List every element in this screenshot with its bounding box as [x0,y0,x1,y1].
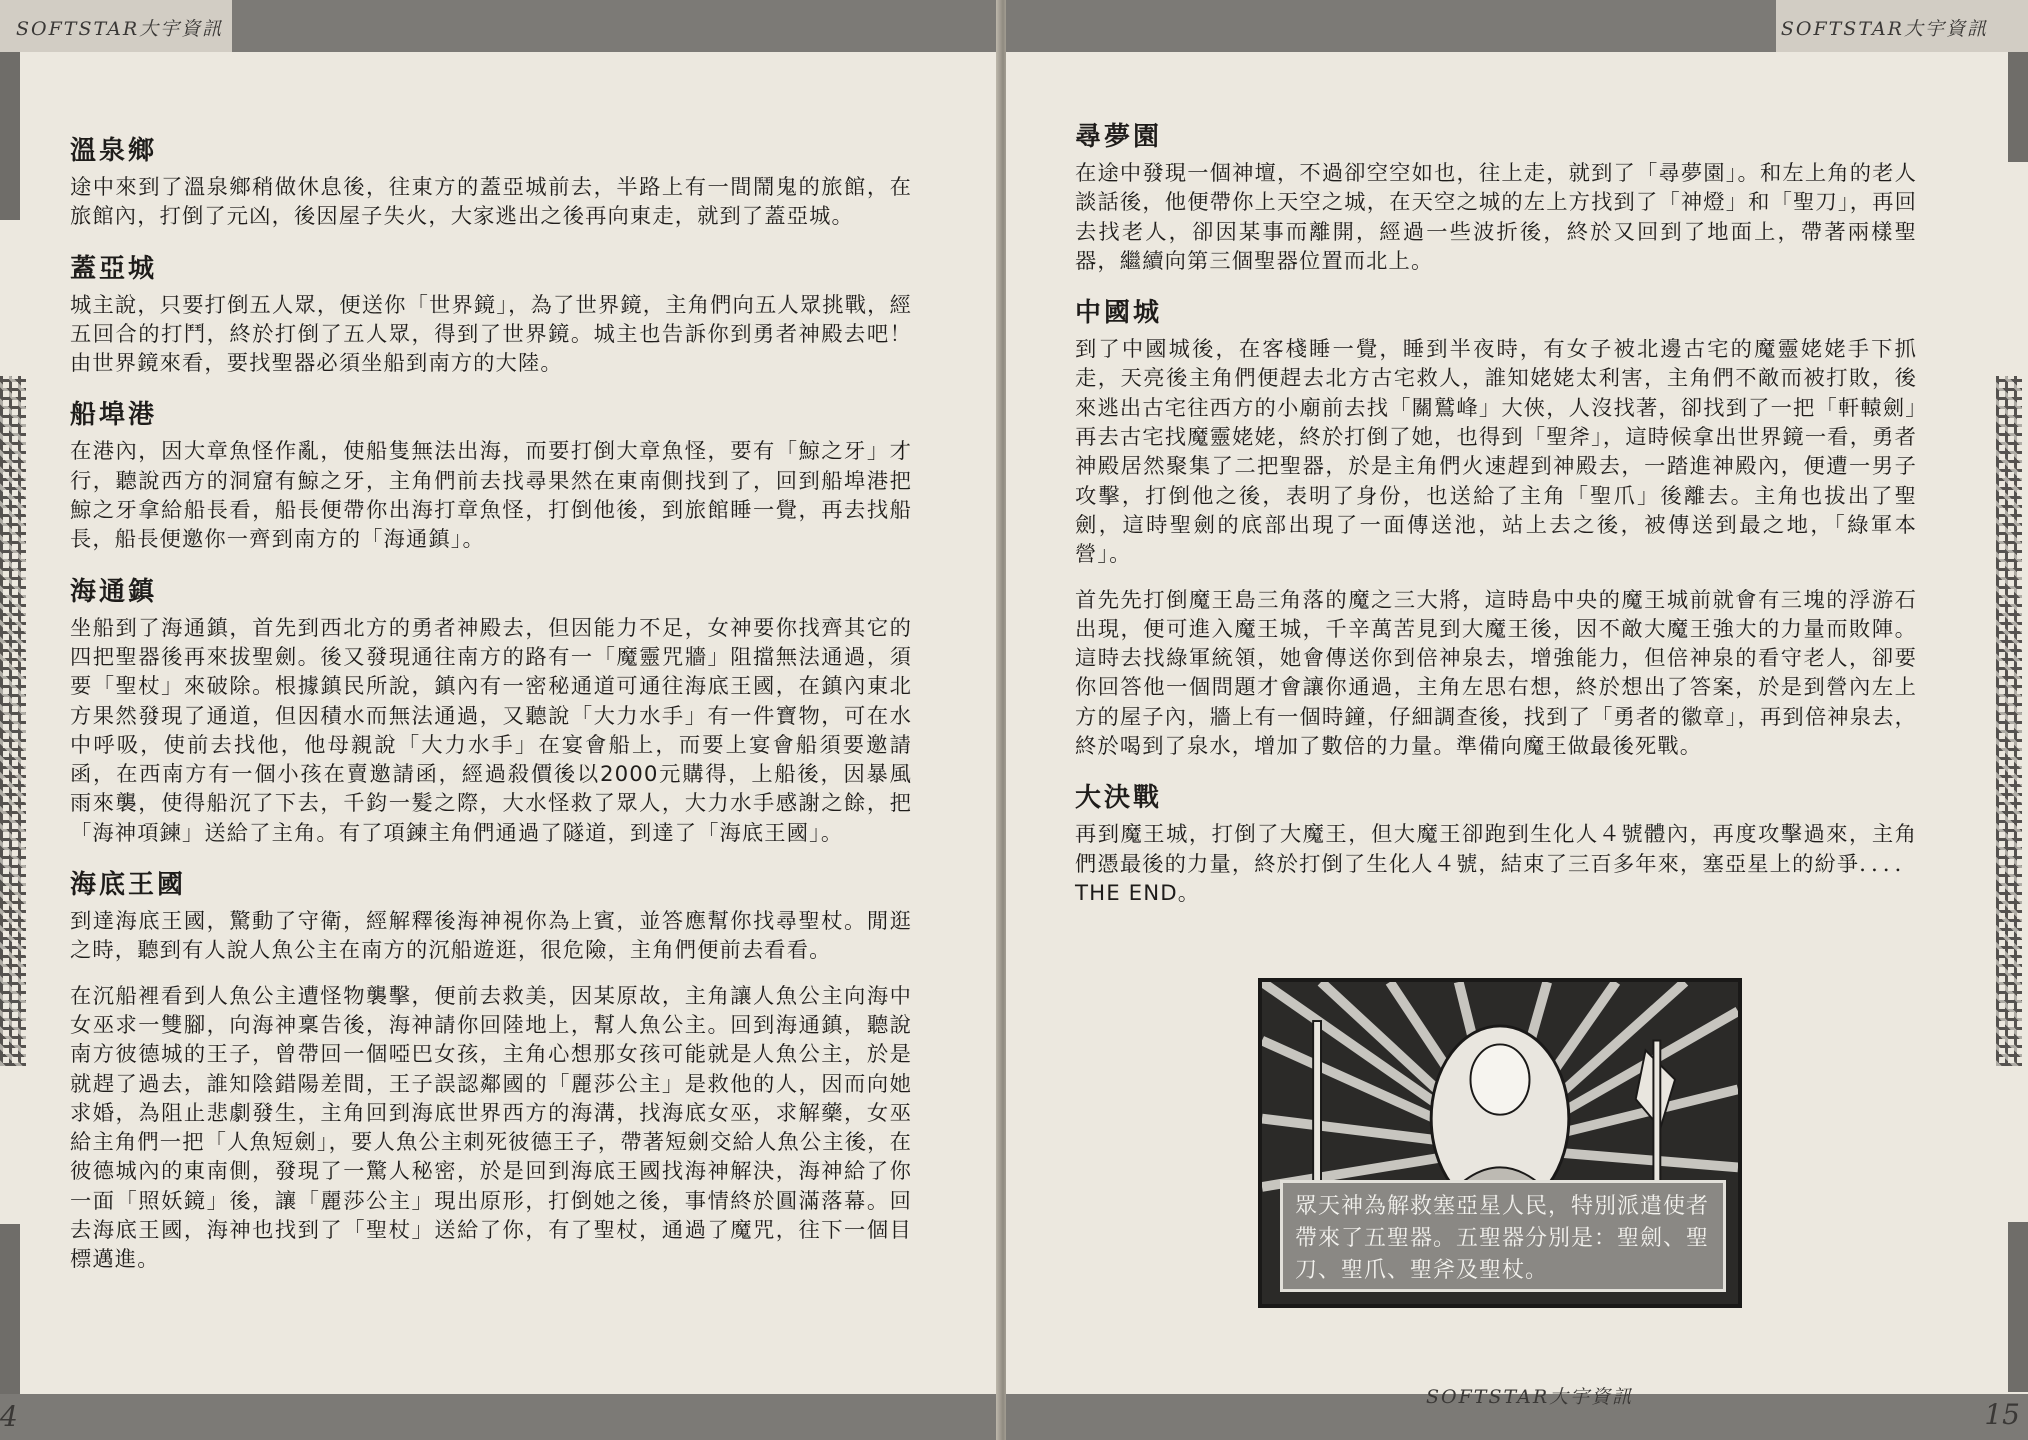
section [70,571,912,848]
section-title: 溫泉鄉 [70,136,158,166]
section-title: 海底王國 [70,870,187,901]
section [1075,292,1917,761]
section [1075,777,1917,908]
left-text-column [70,130,912,1291]
dialog-line-3: 刀、聖爪、聖斧及聖杖。 [1295,1258,1549,1283]
section-title: 尋夢園 [1075,122,1163,152]
header-bar-left [232,0,1000,52]
corner-tab-top-right [2008,52,2028,162]
section-title: 海通鎮 [70,576,158,607]
section-paragraph: 到了中國城後，在客棧睡一覺，睡到半夜時，有女子被北邊古宅的魔靈姥姥手下抓走，天亮後主角們便趕去北方古宅救人，誰知姥姥太利害，主角們不敵而被打敗，後來逃出古宅往西方的小廟前去找「關鷲峰」大俠，人沒找著，卻找到了一把「軒轅劍」再去古宅找魔靈姥姥，終於打倒了她，也得到「聖斧」，這時候拿出世界鏡一看，勇者神殿居然聚集了二把聖器，於是主角們火速趕到神殿去，一踏進神殿內，便遭一男子攻擊，打倒他之後，表明了身份，也送給了主角「聖爪」後離去。主角也拔出了聖劍，這時聖劍的底部出現了一面傳送池，站上去之後，被傳送到最之地，「綠軍本營」。 [1075,337,1917,568]
dialog-line-1: 眾天神為解救塞亞星人民，特別派遣使者 [1295,1194,1710,1219]
left-page [0,0,1000,1440]
brand-header-right: SOFTSTAR大宇資訊 [1780,18,1988,40]
section-title: 中國城 [1075,298,1163,329]
section-paragraph: 坐船到了海通鎮，首先到西北方的勇者神殿去，但因能力不足，女神要你找齊其它的四把聖器後再來拔聖劍。後又發現通往南方的路有一「魔靈咒牆」阻擋無法通過，須要「聖杖」來破除。根據鎮民所說，鎮內有一密秘通道可通往海底王國，在鎮內東北方果然發現了通道，但因積水而無法通過，又聽說「大力水手」有一件寶物，可在水中呼吸，使前去找他，他母親說「大力水手」在宴會船上，而要上宴會船須要邀請函，在西南方有一個小孩在賣邀請函，經過殺價後以2000元購得，上船後，因暴風雨來襲，使得船沉了下去，千鈞一髮之際，大水怪救了眾人，大力水手感謝之餘，把「海神項鍊」送給了主角。有了項鍊主角們通過了隧道，到達了「海底王國」。 [70,615,912,846]
section-title: 船埠港 [70,400,158,431]
section-paragraph: 在沉船裡看到人魚公主遭怪物襲擊，便前去救美，因某原故，主角讓人魚公主向海中女巫求一雙腳，向海神稟告後，海神請你回陸地上，幫人魚公主。回到海通鎮，聽說南方彼德城的王子，曾帶回一個啞巴女孩，主角心想那女孩可能就是人魚公主，於是就趕了過去，誰知陰錯陽差間，王子誤認鄰國的「麗莎公主」是救他的人，因而向她求婚，為阻止悲劇發生，主角回到海底世界西方的海溝，找海底女巫，求解藥，女巫給主角們一把「人魚短劍」，要人魚公主刺死彼德王子，帶著短劍交給人魚公主後，在彼德城內的東南側，發現了一驚人秘密，於是回到海底王國找海神解決，海神給了你一面「照妖鏡」後，讓「麗莎公主」現出原形，打倒她之後，事情終於圓滿落幕。回去海底王國，海神也找到了「聖杖」送給了你，有了聖杖，通過了魔咒，往下一個目標邁進。 [70,983,912,1273]
section-paragraph: 到達海底王國，驚動了守衛，經解釋後海神視你為上賓，並答應幫你找尋聖杖。閒逛之時，聽到有人說人魚公主在南方的沉船遊逛，很危險，主角們便前去看看。 [70,909,912,964]
header-bar-right [1006,0,1776,52]
section [70,130,912,232]
decorative-border-right [1996,376,2022,1066]
corner-tab-top-left [0,52,20,220]
decorative-border-left [0,376,26,1066]
section [70,864,912,1275]
section-title: 大決戰 [1075,783,1163,814]
right-text-column [1075,116,1917,924]
page-number-right: 15 [1984,1398,2020,1431]
section-paragraph: 首先先打倒魔王島三角落的魔之三大將，這時島中央的魔王城前就會有三塊的浮游石出現，便可進入魔王城，千辛萬苦見到大魔王後，因不敵大魔王強大的力量而敗陣。這時去找綠軍統領，她會傳送你到倍神泉去，增強能力，但倍神泉的看守老人，卻要你回答他一個問題才會讓你通過，主角左思右想，終於想出了答案，於是到營內左上方的屋子內，牆上有一個時鐘，仔細調查後，找到了「勇者的徽章」，再到倍神泉去，終於喝到了泉水，增加了數倍的力量。準備向魔王做最後死戰。 [1075,587,1917,760]
brand-footer: SOFTSTAR大宇資訊 [1426,1386,1634,1408]
section-title: 蓋亞城 [70,253,158,284]
section [70,248,912,379]
section-paragraph: 在途中發現一個神壇，不過卻空空如也，往上走，就到了「尋夢園」。和左上角的老人談話後，他便帶你上天空之城，在天空之城的左上方找到了「神燈」和「聖刀」，再回去找老人，卻因某事而離開，經過一些波折後，終於又回到了地面上，帶著兩樣聖器，繼續向第三個聖器位置而北上。 [1075,161,1917,274]
section-paragraph: 在港內，因大章魚怪作亂，使船隻無法出海，而要打倒大章魚怪，要有「鯨之牙」才行，聽說西方的洞窟有鯨之牙，主角們前去找尋果然在東南側找到了，回到船埠港把鯨之牙拿給船長看，船長便帶你出海打章魚怪，打倒他後，到旅館睡一覺，再去找船長，船長便邀你一齊到南方的「海通鎮」。 [70,439,912,553]
dialog-line-2: 帶來了五聖器。五聖器分別是：聖劍、聖 [1295,1226,1710,1251]
footer-bar-left [0,1394,1000,1440]
section [1075,116,1917,276]
brand-header-left: SOFTSTAR大宇資訊 [16,18,224,40]
section [70,394,912,554]
section-paragraph: 途中來到了溫泉鄉稍做休息後，往東方的蓋亞城前去，半路上有一間鬧鬼的旅館，在旅館內，打倒了元凶，後因屋子失火，大家逃出之後再向東走，就到了蓋亞城。 [70,175,912,230]
section-paragraph: 城主說，只要打倒五人眾，便送你「世界鏡」，為了世界鏡，主角們向五人眾挑戰，經五回合的打鬥，終於打倒了五人眾，得到了世界鏡。城主也告訴你到勇者神殿去吧！由世界鏡來看，要找聖器必須坐船到南方的大陸。 [70,292,912,377]
section-paragraph: 再到魔王城，打倒了大魔王，但大魔王卻跑到生化人４號體內，再度攻擊過來，主角們憑最後的力量，終於打倒了生化人４號，結束了三百多年來，塞亞星上的紛爭．．．．THE END。 [1075,822,1917,906]
page-number-left: 4 [0,1400,18,1433]
corner-tab-bottom-right [2008,1222,2028,1392]
game-screenshot [1258,978,1742,1308]
corner-tab-bottom-left [0,1224,20,1394]
game-dialog-box [1280,1180,1726,1292]
